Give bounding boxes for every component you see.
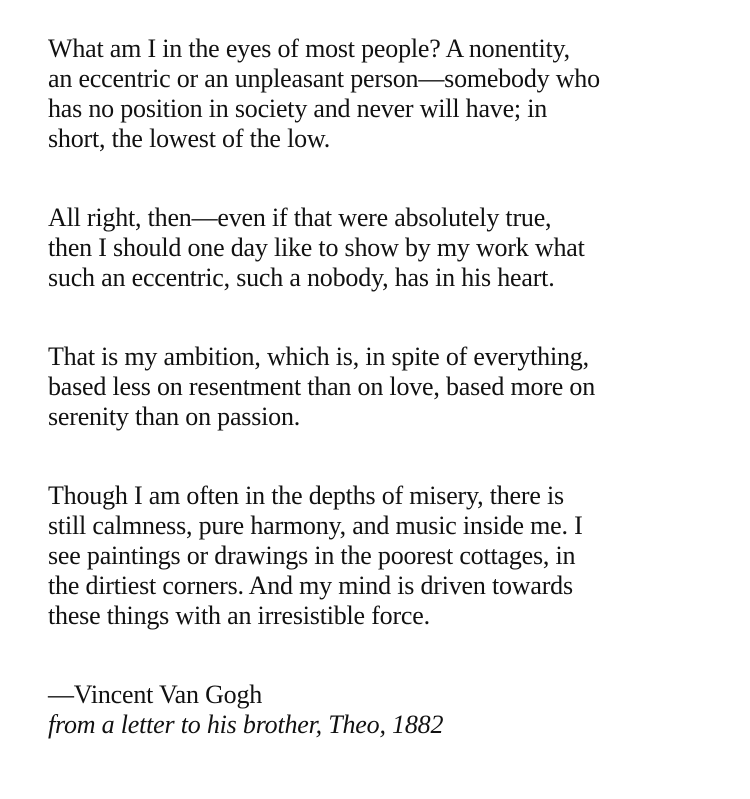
text-line: see paintings or drawings in the poorest cottages, in — [48, 541, 576, 570]
text-line: an eccentric or an unpleasant person—somebody who — [48, 64, 600, 93]
author-name: —Vincent Van Gogh — [48, 680, 263, 709]
text-line: then I should one day like to show by my work what — [48, 233, 585, 262]
text-line: What am I in the eyes of most people? A nonentity, — [48, 34, 570, 63]
text-line: That is my ambition, which is, in spite of everything, — [48, 342, 589, 371]
attribution — [48, 680, 738, 740]
text-line: the dirtiest corners. And my mind is driven towards — [48, 571, 573, 600]
text-line: has no position in society and never will have; in — [48, 94, 548, 123]
text-line: based less on resentment than on love, based more on — [48, 372, 596, 401]
text-line: All right, then—even if that were absolutely true, — [48, 203, 552, 232]
source-citation: from a letter to his brother, Theo, 1882 — [48, 710, 444, 739]
text-line: serenity than on passion. — [48, 402, 301, 431]
text-line: these things with an irresistible force. — [48, 601, 430, 630]
quote-block — [48, 34, 738, 740]
text-line: such an eccentric, such a nobody, has in his heart. — [48, 263, 555, 292]
paragraph-2 — [48, 203, 738, 293]
text-line: Though I am often in the depths of misery, there is — [48, 481, 564, 510]
text-line: still calmness, pure harmony, and music inside me. I — [48, 511, 583, 540]
paragraph-3 — [48, 342, 738, 432]
paragraph-1 — [48, 34, 738, 154]
text-line: short, the lowest of the low. — [48, 124, 331, 153]
paragraph-4 — [48, 481, 738, 631]
